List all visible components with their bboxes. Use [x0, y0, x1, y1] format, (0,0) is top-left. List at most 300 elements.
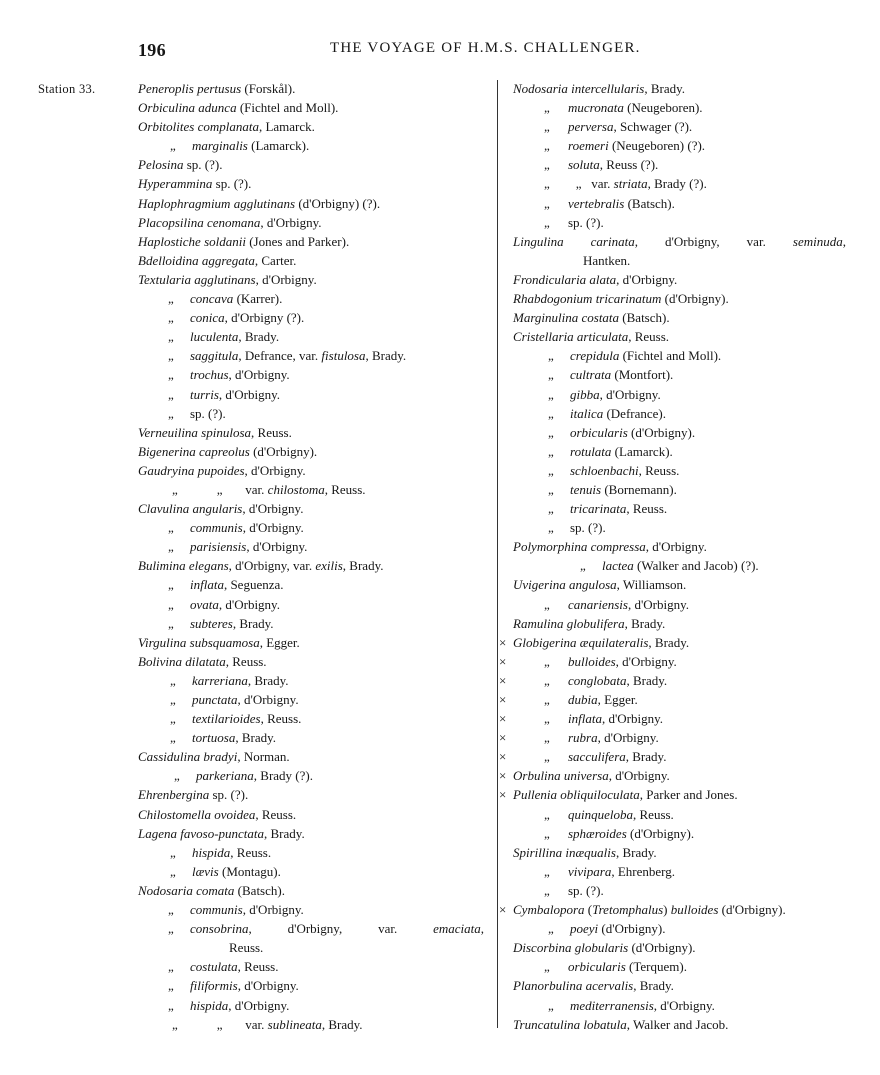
citation-text: , d'Orbigny.: [237, 692, 299, 707]
species-entry: [500, 652, 850, 671]
species-entry: [500, 270, 850, 289]
citation-text: , Schwager (?).: [613, 119, 693, 135]
citation-text: (Montagu).: [218, 863, 281, 879]
citation-text: (d'Orbigny).: [627, 424, 696, 440]
citation-text: , Brady.: [644, 81, 686, 96]
species-entry: [500, 690, 850, 709]
ditto-mark: „: [544, 825, 550, 841]
ditto-mark: „: [544, 882, 550, 898]
ditto-mark: „: [544, 711, 550, 727]
ditto-mark: „: [170, 844, 176, 860]
taxon-name: italica: [570, 405, 604, 421]
ditto-mark: „: [548, 501, 554, 517]
citation-text: , d'Orbigny.: [242, 902, 304, 918]
taxon-name: concava: [190, 291, 234, 307]
citation-text: , Reuss.: [237, 959, 279, 975]
species-entry: [500, 728, 850, 747]
taxon-name: trochus: [190, 367, 229, 383]
species-entry: [136, 174, 488, 193]
taxon-name: Uvigerina angulosa: [513, 577, 617, 593]
taxon-name: crepidula: [570, 348, 620, 364]
species-entry: [500, 671, 850, 690]
species-entry: [136, 136, 488, 155]
species-entry: [136, 289, 488, 308]
taxon-name: Verneuilina spinulosa: [138, 424, 252, 440]
citation-text: (Karrer).: [233, 291, 283, 307]
taxon-name: bulloides: [568, 653, 616, 669]
ditto-mark: „: [548, 367, 554, 383]
ditto-mark: „: [544, 195, 550, 211]
citation-text: , Defrance, var.: [238, 348, 322, 364]
citation-text: (Lamarck).: [611, 443, 673, 459]
taxon-name: Bigenerina capreolus: [138, 443, 250, 459]
citation-text: (d'Orbigny) (?).: [295, 195, 381, 211]
species-entry: [136, 79, 488, 98]
taxon-name: saggitula: [190, 348, 239, 364]
citation-text: sp. (?).: [568, 882, 604, 898]
ditto-mark: „: [168, 978, 174, 994]
pelagic-mark: ×: [499, 902, 507, 918]
citation-text: sp. (?).: [183, 157, 223, 173]
taxon-name: filiformis: [190, 978, 238, 994]
taxon-name: consobrina: [190, 921, 249, 937]
taxon-name: Gaudryina pupoides: [138, 462, 245, 478]
ditto-mark: „: [168, 367, 174, 383]
species-entry: [136, 747, 488, 766]
ditto-mark: „: [168, 310, 174, 326]
taxon-name: Virgulina subsquamosa: [138, 634, 260, 650]
species-list-right: [500, 79, 850, 1034]
species-entry: [500, 957, 850, 976]
citation-text: , d'Orbigny.: [608, 768, 670, 784]
citation-text: sp. (?).: [190, 405, 226, 421]
citation-text: , Brady.: [625, 749, 667, 765]
citation-text: , d'Orbigny.: [246, 539, 308, 555]
citation-text: , Reuss (?).: [599, 157, 659, 173]
taxon-name: Pullenia obliquiloculata: [513, 787, 640, 803]
species-entry: [500, 575, 850, 594]
species-entry: [136, 690, 488, 709]
species-entry: [500, 633, 850, 652]
citation-text: (Montfort).: [611, 367, 674, 383]
taxon-name: Bdelloidina aggregata: [138, 252, 255, 268]
species-entry: [136, 499, 488, 518]
taxon-name: canariensis: [568, 596, 628, 612]
citation-text: , Brady (?).: [647, 176, 707, 192]
taxon-name: Nodosaria intercellularis: [513, 81, 645, 96]
species-entry: [136, 480, 488, 499]
species-entry: [500, 709, 850, 728]
species-entry: [500, 327, 850, 346]
species-entry: [500, 862, 850, 881]
ditto-mark: „: [548, 443, 554, 459]
taxon-name: Orbulina universa: [513, 768, 609, 784]
taxon-name: Placopsilina cenomana: [138, 214, 261, 230]
citation-text: , d'Orbigny.: [645, 539, 707, 555]
taxon-name: Cristellaria articulata: [513, 329, 629, 345]
species-entry: [500, 136, 850, 155]
ditto-mark: „: [168, 997, 174, 1013]
taxon-name: Lagena favoso-punctata: [138, 825, 265, 841]
citation-text: (Bornemann).: [601, 481, 677, 497]
citation-text: , Brady (?).: [253, 768, 313, 784]
pelagic-mark: ×: [499, 672, 507, 688]
species-entry: [500, 843, 850, 862]
taxon-name: Haplophragmium agglutinans: [138, 195, 296, 211]
species-entry: [500, 938, 850, 957]
taxon-name: subteres: [190, 615, 233, 631]
species-entry: [136, 194, 488, 213]
taxon-name: conglobata: [568, 672, 627, 688]
citation-text: , Seguenza.: [223, 577, 284, 593]
ditto-mark: „: [170, 672, 176, 688]
running-head: THE VOYAGE OF H.M.S. CHALLENGER.: [330, 40, 641, 56]
species-entry: [136, 461, 488, 480]
citation-text: „ „ var.: [544, 176, 614, 192]
species-entry: [136, 232, 488, 251]
citation-text: , d'Orbigny.: [255, 271, 317, 287]
taxon-name: gibba: [570, 386, 600, 402]
species-entry: [500, 595, 850, 614]
ditto-mark: „: [544, 730, 550, 746]
species-entry: [500, 499, 850, 518]
species-entry: [500, 461, 850, 480]
taxon-name: parisiensis: [190, 539, 247, 555]
taxon-name: Planorbulina acervalis: [513, 978, 634, 994]
citation-text: , Ehrenberg.: [611, 863, 675, 879]
species-entry: [500, 289, 850, 308]
ditto-mark: „: [168, 959, 174, 975]
ditto-mark: „: [544, 157, 550, 173]
citation-text: , d'Orbigny.: [616, 271, 678, 287]
taxon-name: marginalis: [192, 138, 248, 154]
taxon-name: lactea: [602, 558, 634, 574]
species-entry: [500, 766, 850, 785]
citation-text: , d'Orbigny.: [615, 653, 677, 669]
citation-text: (Jones and Parker).: [245, 233, 350, 249]
species-entry: [136, 728, 488, 747]
citation-text: , Brady.: [232, 615, 274, 631]
citation-text: , d'Orbigny.: [242, 520, 304, 536]
taxon-name: Peneroplis pertusus: [138, 81, 242, 96]
species-entry: [500, 996, 850, 1015]
citation-text: (d'Orbigny).: [598, 921, 666, 937]
species-entry: [136, 1015, 488, 1034]
citation-text: , Egger.: [259, 634, 300, 650]
citation-text: , d'Orbigny.: [601, 711, 664, 727]
species-entry: [500, 785, 850, 804]
citation-text: (d'Orbigny).: [626, 825, 695, 841]
pelagic-mark: ×: [499, 692, 507, 707]
species-entry: [500, 805, 850, 824]
ditto-mark: „: [544, 214, 550, 230]
ditto-mark: „: [544, 672, 550, 688]
citation-text: sp. (?).: [570, 520, 606, 536]
ditto-mark: „: [548, 520, 554, 536]
ditto-mark: „: [580, 558, 586, 574]
species-entry: [136, 614, 488, 633]
citation-text: , Brady.: [264, 825, 305, 841]
species-entry: [136, 155, 488, 174]
species-entry: [136, 976, 488, 995]
taxon-name: orbicularis: [568, 959, 626, 975]
taxon-name: soluta: [568, 157, 600, 173]
species-entry: [500, 385, 850, 404]
citation-text: , Brady.: [238, 329, 280, 345]
taxon-name: Frondicularia alata: [513, 271, 617, 287]
ditto-mark: „: [544, 596, 550, 612]
species-entry: [136, 537, 488, 556]
citation-text: , Brady.: [633, 978, 674, 994]
taxon-name: Globigerina æquilateralis: [513, 634, 649, 650]
species-entry: [136, 117, 488, 136]
taxon-name: ovata: [190, 596, 219, 612]
taxon-name: inflata: [568, 711, 602, 727]
citation-text: (Batsch).: [624, 195, 675, 211]
citation-text: (Lamarck).: [247, 138, 310, 154]
ditto-mark: „: [548, 405, 554, 421]
citation-text: (Neugeboren) (?).: [608, 138, 706, 154]
taxon-name: Spirillina inæqualis: [513, 844, 616, 860]
citation-text: (d'Orbigny).: [718, 902, 786, 918]
taxon-name: vertebralis: [568, 195, 625, 211]
taxon-name: Cassidulina bradyi: [138, 749, 238, 765]
ditto-mark: „: [544, 959, 550, 975]
species-entry: [136, 327, 488, 346]
species-entry: [500, 518, 850, 537]
citation-text: sp. (?).: [212, 176, 252, 192]
pelagic-mark: ×: [499, 653, 507, 669]
citation-text: , d'Orbigny.: [228, 367, 290, 383]
taxon-name: poeyi: [570, 921, 599, 937]
citation-text: (Defrance).: [603, 405, 667, 421]
species-entry: [500, 404, 850, 423]
species-entry: [136, 824, 488, 843]
citation-text: (d'Orbigny).: [628, 940, 696, 956]
ditto-mark: „: [544, 749, 550, 765]
species-entry: [500, 117, 850, 136]
species-entry: [500, 614, 850, 633]
citation-text: (Fichtel and Moll).: [619, 348, 722, 364]
ditto-mark: „: [544, 692, 550, 707]
citation-text: , Reuss.: [633, 806, 674, 822]
citation-text: , d'Orbigny.: [597, 730, 659, 746]
species-entry: [136, 862, 488, 881]
citation-text: , Reuss.: [230, 844, 272, 860]
ditto-mark: „: [168, 596, 174, 612]
ditto-mark: „: [168, 291, 174, 307]
taxon-name: schloenbachi: [570, 462, 639, 478]
citation-text: , Williamson.: [616, 577, 687, 593]
taxon-name: hispida: [190, 997, 229, 1013]
citation-text: , Reuss.: [626, 501, 668, 517]
citation-text: , d'Orbigny.: [218, 386, 280, 402]
species-entry: [500, 556, 850, 575]
taxon-name: Polymorphina compressa: [513, 539, 646, 555]
species-entry: [136, 213, 488, 232]
species-entry: [136, 919, 488, 938]
ditto-mark: „: [168, 921, 174, 937]
taxon-name: tricarinata: [570, 501, 627, 517]
citation-text: , Norman.: [237, 749, 290, 765]
citation-text: , Brady.: [624, 615, 666, 631]
species-entry: [500, 251, 850, 270]
ditto-mark: „: [548, 348, 554, 364]
taxon-name: Tretomphalus: [592, 902, 664, 918]
ditto-mark: „: [168, 577, 174, 593]
species-entry: [136, 404, 488, 423]
species-entry: [136, 595, 488, 614]
pelagic-mark: ×: [499, 749, 507, 765]
species-entry: [136, 423, 488, 442]
citation-text: (d'Orbigny).: [249, 443, 318, 459]
taxon-name: Discorbina globularis: [513, 940, 629, 956]
species-entry: [500, 194, 850, 213]
species-entry: [136, 308, 488, 327]
taxon-name: Chilostomella ovoidea: [138, 806, 256, 822]
taxon-name: fistulosa: [321, 348, 366, 364]
taxon-name: conica: [190, 310, 225, 326]
taxon-name: rubra: [568, 730, 598, 746]
citation-text: , d'Orbigny, var.: [634, 233, 793, 249]
citation-text: Reuss.: [229, 940, 264, 956]
taxon-name: turris: [190, 386, 219, 402]
taxon-name: Cymbalopora: [513, 902, 585, 918]
species-entry: [500, 1015, 850, 1034]
species-entry: [500, 423, 850, 442]
species-entry: [136, 709, 488, 728]
taxon-name: parkeriana: [196, 768, 254, 784]
citation-text: , d'Orbigny.: [260, 214, 322, 230]
species-entry: [136, 652, 488, 671]
species-entry: [136, 938, 488, 957]
citation-text: (Fichtel and Moll).: [236, 100, 339, 116]
species-entry: [500, 79, 850, 98]
taxon-name: Orbitolites complanata: [138, 119, 259, 135]
ditto-mark: „: [544, 138, 550, 154]
species-entry: [500, 900, 850, 919]
citation-text: , d'Orbigny, var.: [248, 921, 434, 937]
taxon-name: Orbiculina adunca: [138, 100, 237, 116]
taxon-name: dubia: [568, 692, 598, 707]
taxon-name: tortuosa: [192, 730, 236, 746]
species-entry: [136, 442, 488, 461]
taxon-name: rotulata: [570, 443, 612, 459]
species-entry: [136, 633, 488, 652]
taxon-name: Clavulina angularis: [138, 501, 243, 517]
taxon-name: luculenta: [190, 329, 239, 345]
taxon-name: Textularia agglutinans: [138, 271, 256, 287]
station-label: Station 33.: [38, 82, 96, 96]
taxon-name: Ramulina globulifera: [513, 615, 625, 631]
species-entry: [136, 785, 488, 804]
species-entry: [500, 365, 850, 384]
species-list-left: [136, 79, 488, 1034]
species-entry: [136, 671, 488, 690]
species-entry: [136, 900, 488, 919]
citation-text: Hantken.: [583, 252, 631, 268]
species-entry: [136, 575, 488, 594]
ditto-mark: „: [548, 997, 554, 1013]
taxon-name: cultrata: [570, 367, 612, 383]
citation-text: , Brady.: [615, 844, 657, 860]
taxon-name: sacculifera: [568, 749, 626, 765]
species-entry: [136, 251, 488, 270]
citation-text: , Egger.: [597, 692, 638, 707]
species-entry: [500, 919, 850, 938]
taxon-name: costulata: [190, 959, 238, 975]
ditto-mark: „: [168, 348, 174, 364]
ditto-mark: „: [168, 386, 174, 402]
page-number: 196: [138, 40, 166, 60]
taxon-name: exilis: [315, 558, 343, 574]
pelagic-mark: ×: [499, 634, 507, 650]
pelagic-mark: ×: [499, 730, 507, 746]
taxon-name: striata: [613, 176, 648, 192]
ditto-mark: „: [544, 653, 550, 669]
ditto-mark: „: [548, 921, 554, 937]
citation-text: ,: [480, 921, 484, 937]
citation-text: , d'Orbigny.: [244, 462, 306, 478]
taxon-name: Hyperammina: [138, 176, 213, 192]
pelagic-mark: ×: [499, 768, 507, 784]
taxon-name: inflata: [190, 577, 224, 593]
species-entry: [500, 480, 850, 499]
citation-text: ): [663, 902, 671, 918]
ditto-mark: „: [548, 424, 554, 440]
citation-text: , Brady.: [342, 558, 384, 574]
taxon-name: Truncatulina lobatula: [513, 1016, 627, 1032]
citation-text: , d'Orbigny.: [653, 997, 715, 1013]
species-entry: [136, 270, 488, 289]
ditto-mark: „: [170, 138, 176, 154]
taxon-name: Nodosaria comata: [138, 882, 235, 898]
ditto-mark: „: [168, 615, 174, 631]
ditto-mark: „: [548, 481, 554, 497]
taxon-name: lævis: [192, 863, 219, 879]
species-entry: [136, 805, 488, 824]
citation-text: (Forskål).: [241, 81, 299, 96]
species-entry: [500, 98, 850, 117]
taxon-name: mucronata: [568, 100, 624, 116]
taxon-name: mediterranensis: [570, 997, 654, 1013]
species-entry: [136, 556, 488, 575]
ditto-mark: „: [170, 730, 176, 746]
taxon-name: communis: [190, 902, 243, 918]
citation-text: , d'Orbigny.: [228, 997, 290, 1013]
species-entry: [136, 385, 488, 404]
species-entry: [500, 976, 850, 995]
species-entry: [136, 766, 488, 785]
species-entry: [136, 843, 488, 862]
ditto-mark: „: [170, 863, 176, 879]
taxon-name: perversa: [568, 119, 614, 135]
taxon-name: Pelosina: [138, 157, 184, 173]
species-entry: [500, 174, 850, 193]
citation-text: (Neugeboren).: [623, 100, 703, 116]
citation-text: , Reuss.: [251, 424, 292, 440]
taxon-name: hispida: [192, 844, 231, 860]
citation-text: , d'Orbigny.: [242, 501, 304, 517]
ditto-mark: „: [168, 520, 174, 536]
citation-text: (Batsch).: [234, 882, 285, 898]
species-entry: [500, 213, 850, 232]
species-entry: [136, 957, 488, 976]
taxon-name: Lingulina carinata: [513, 233, 635, 249]
citation-text: , Walker and Jacob.: [626, 1016, 729, 1032]
species-entry: [500, 537, 850, 556]
taxon-name: Bolivina dilatata: [138, 653, 226, 669]
